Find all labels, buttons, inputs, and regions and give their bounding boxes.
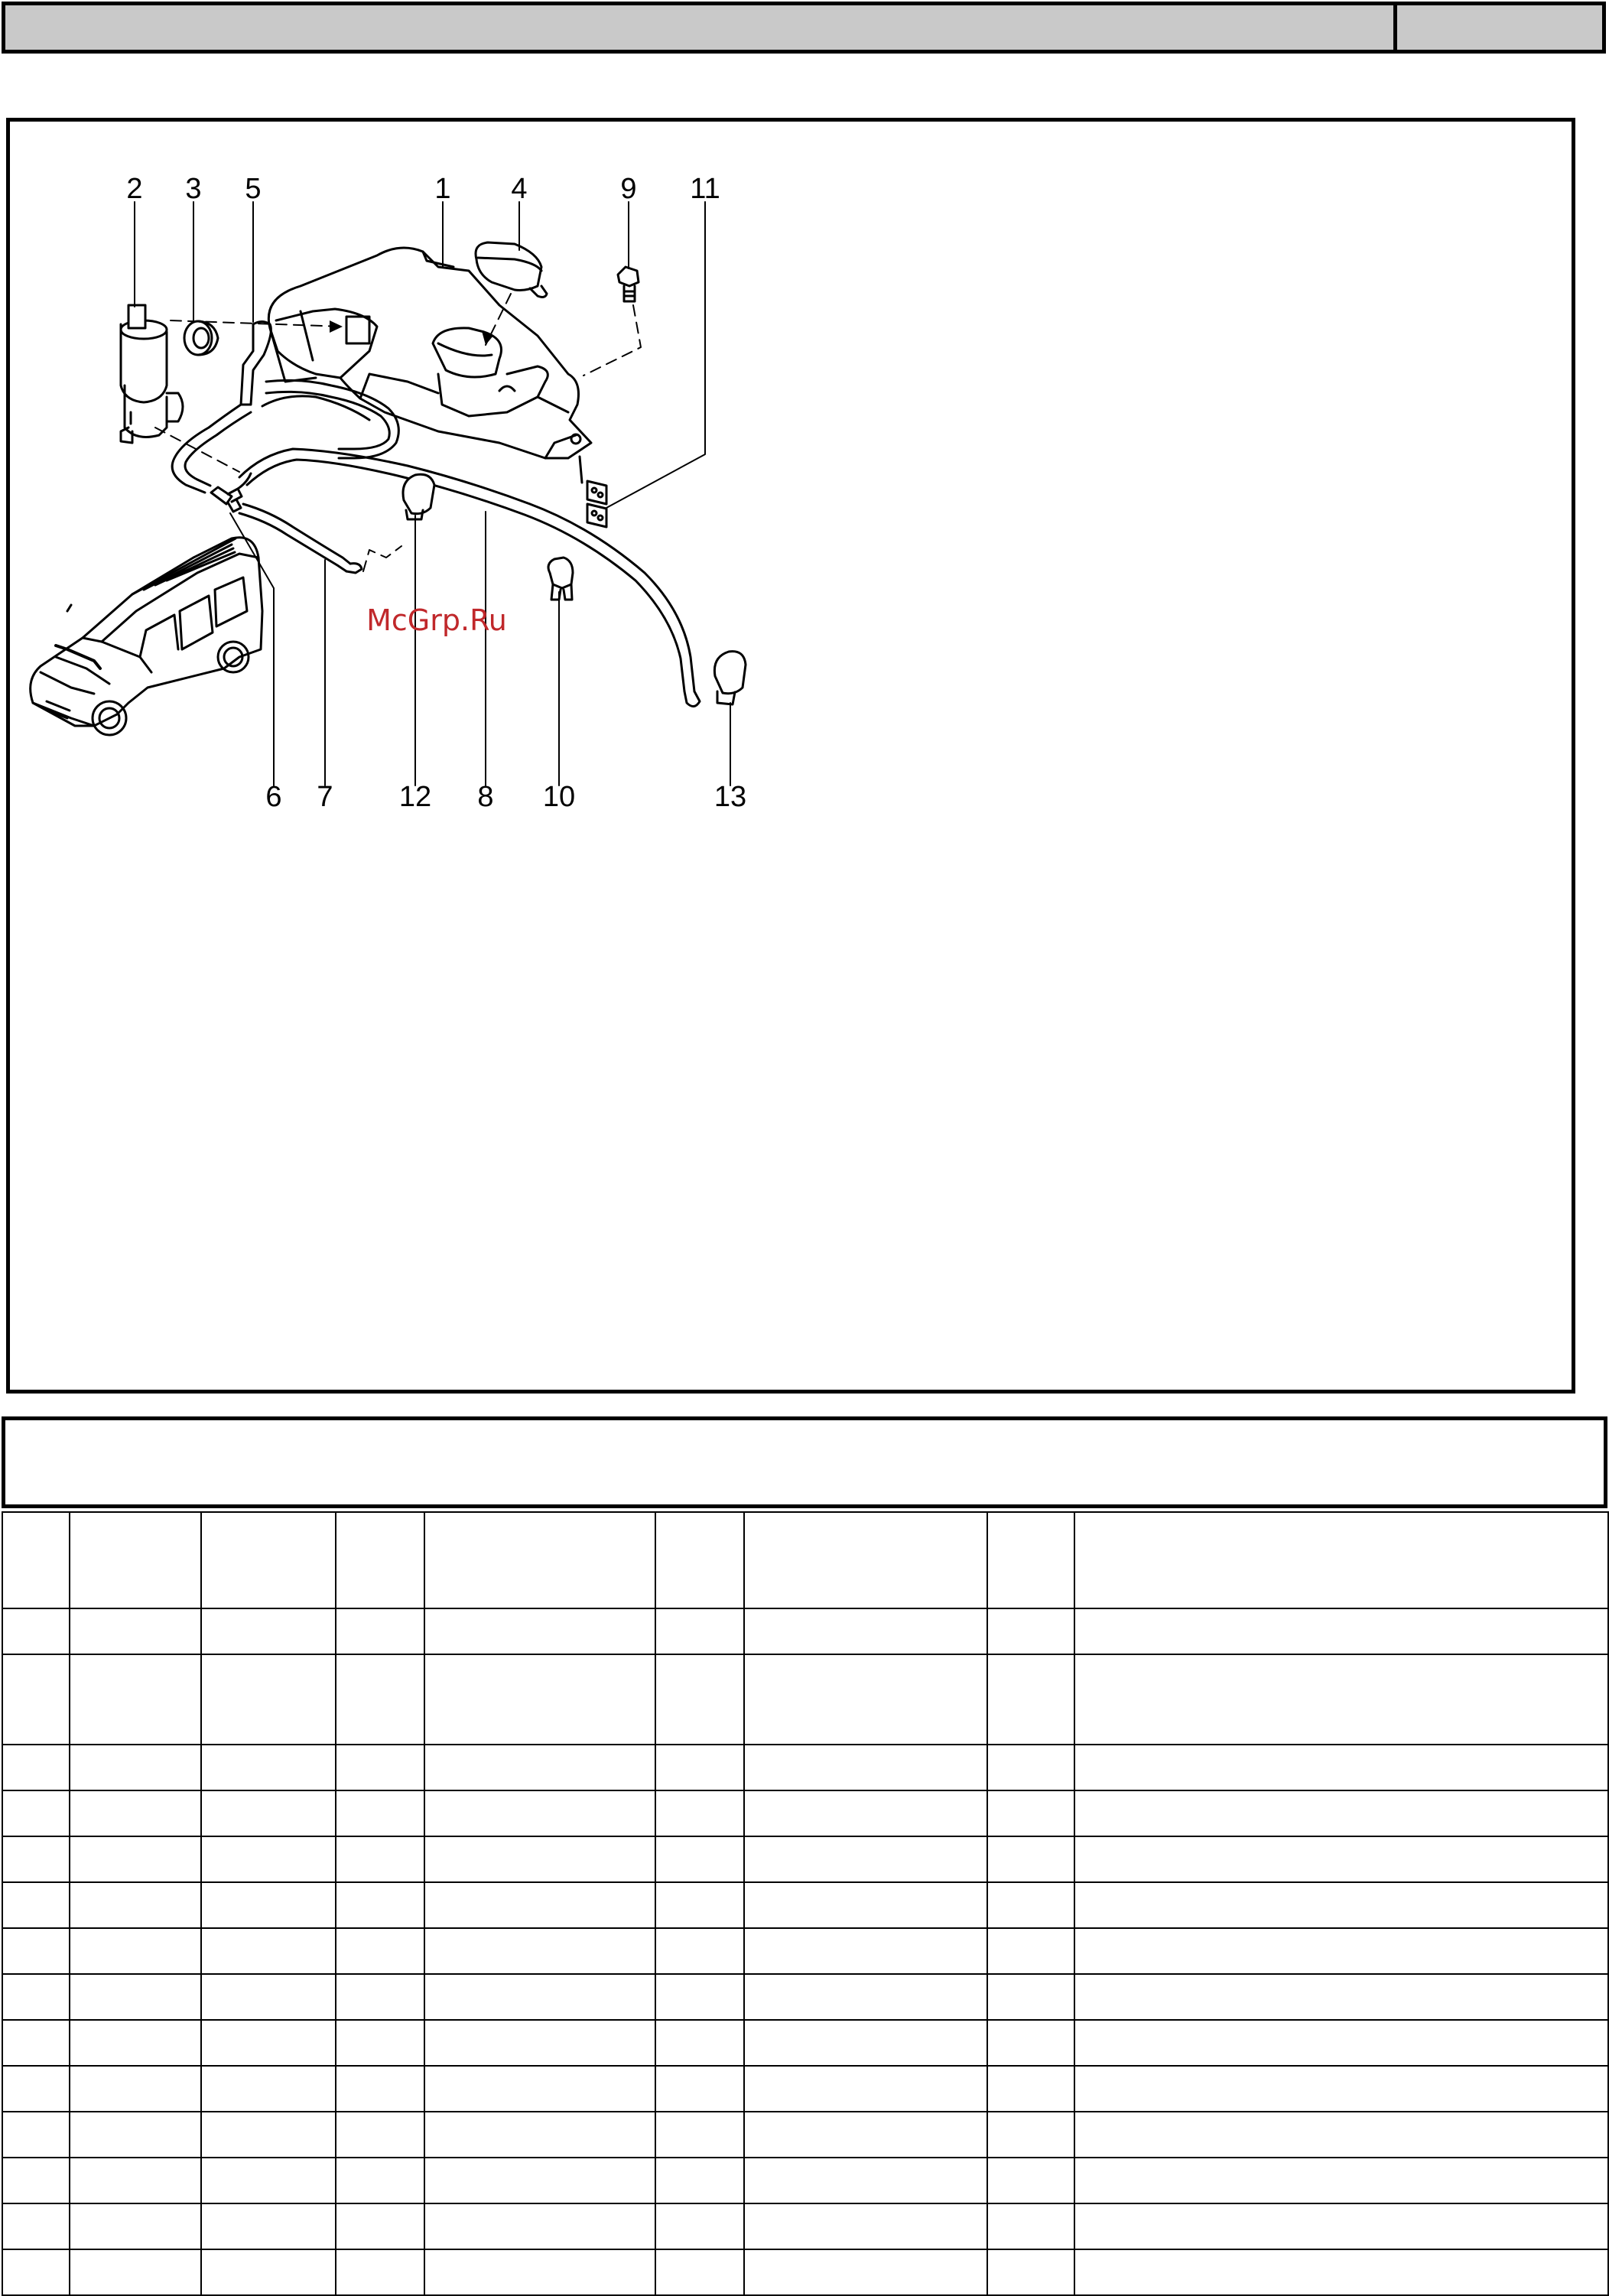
callout-13: 13 bbox=[713, 781, 747, 813]
callout-1: 1 bbox=[434, 173, 451, 205]
table-row bbox=[2, 2158, 1608, 2203]
table-cell bbox=[201, 2020, 336, 2066]
table-cell bbox=[987, 2066, 1074, 2112]
table-cell bbox=[336, 1512, 424, 1608]
callout-5: 5 bbox=[245, 173, 262, 205]
table-cell bbox=[70, 2066, 201, 2112]
table-cell bbox=[655, 2158, 744, 2203]
table-cell bbox=[424, 2158, 655, 2203]
callout-7: 7 bbox=[317, 781, 333, 813]
table-cell bbox=[424, 1745, 655, 1790]
table-cell bbox=[744, 1836, 987, 1882]
table-cell bbox=[2, 1928, 70, 1974]
table-cell bbox=[744, 2020, 987, 2066]
table-cell bbox=[1074, 1608, 1608, 1654]
table-cell bbox=[424, 2112, 655, 2158]
table-cell bbox=[744, 2066, 987, 2112]
table-cell bbox=[1074, 2112, 1608, 2158]
table-cell bbox=[2, 2112, 70, 2158]
table-row bbox=[2, 2020, 1608, 2066]
table-row bbox=[2, 2066, 1608, 2112]
table-cell bbox=[655, 2112, 744, 2158]
table-cell bbox=[70, 1654, 201, 1745]
table-cell bbox=[987, 1608, 1074, 1654]
table-cell bbox=[655, 1836, 744, 1882]
table-cell bbox=[744, 1654, 987, 1745]
table-cell bbox=[1074, 2249, 1608, 2295]
callout-4: 4 bbox=[511, 173, 528, 205]
table-cell bbox=[2, 1836, 70, 1882]
table-cell bbox=[744, 1608, 987, 1654]
table-row bbox=[2, 1654, 1608, 1745]
table-cell bbox=[70, 2249, 201, 2295]
table-row bbox=[2, 1745, 1608, 1790]
table-cell bbox=[201, 1608, 336, 1654]
table-cell bbox=[201, 2249, 336, 2295]
table-cell bbox=[987, 2158, 1074, 2203]
table-cell bbox=[424, 1882, 655, 1928]
table-cell bbox=[987, 1974, 1074, 2020]
table-cell bbox=[201, 2066, 336, 2112]
table-cell bbox=[2, 1790, 70, 1836]
table-cell bbox=[2, 2066, 70, 2112]
table-cell bbox=[655, 1928, 744, 1974]
table-cell bbox=[70, 2203, 201, 2249]
table-cell bbox=[336, 2158, 424, 2203]
washer-nozzle-13 bbox=[714, 652, 746, 704]
table-cell bbox=[744, 1928, 987, 1974]
table-cell bbox=[201, 1974, 336, 2020]
table-cell bbox=[70, 1745, 201, 1790]
washer-pump bbox=[121, 305, 183, 443]
table-cell bbox=[70, 2020, 201, 2066]
table-cell bbox=[987, 2112, 1074, 2158]
table-cell bbox=[744, 2112, 987, 2158]
exploded-diagram bbox=[6, 118, 1575, 1394]
washer-reservoir bbox=[268, 248, 591, 483]
table-cell bbox=[70, 1974, 201, 2020]
callout-8: 8 bbox=[477, 781, 494, 813]
table-cell bbox=[424, 1928, 655, 1974]
table-row bbox=[2, 1928, 1608, 1974]
table-cell bbox=[655, 1654, 744, 1745]
t-connector-6 bbox=[211, 473, 251, 512]
table-cell bbox=[336, 2066, 424, 2112]
callout-9: 9 bbox=[620, 173, 637, 205]
table-cell bbox=[655, 1882, 744, 1928]
table-cell bbox=[424, 1836, 655, 1882]
table-cell bbox=[70, 1928, 201, 1974]
table-cell bbox=[744, 1745, 987, 1790]
table-cell bbox=[2, 2203, 70, 2249]
table-cell bbox=[336, 1745, 424, 1790]
table-cell bbox=[655, 1974, 744, 2020]
table-cell bbox=[2, 1654, 70, 1745]
table-cell bbox=[987, 1928, 1074, 1974]
table-cell bbox=[201, 2203, 336, 2249]
table-cell bbox=[744, 1882, 987, 1928]
table-cell bbox=[987, 1882, 1074, 1928]
table-row bbox=[2, 1608, 1608, 1654]
table-cell bbox=[70, 2112, 201, 2158]
table-cell bbox=[70, 1882, 201, 1928]
table-cell bbox=[70, 1790, 201, 1836]
table-cell bbox=[987, 1790, 1074, 1836]
table-cell bbox=[336, 1608, 424, 1654]
hose-clip-10 bbox=[548, 558, 573, 600]
table-cell bbox=[1074, 1654, 1608, 1745]
table-cell bbox=[2, 2158, 70, 2203]
table-cell bbox=[2, 2020, 70, 2066]
table-row bbox=[2, 1790, 1608, 1836]
table-row bbox=[2, 1512, 1608, 1608]
table-cell bbox=[424, 1654, 655, 1745]
table-cell bbox=[987, 2203, 1074, 2249]
table-cell bbox=[424, 2249, 655, 2295]
table-cell bbox=[744, 1974, 987, 2020]
table-cell bbox=[987, 2020, 1074, 2066]
hose-main-loop bbox=[172, 396, 369, 493]
table-cell bbox=[424, 1608, 655, 1654]
table-cell bbox=[1074, 2158, 1608, 2203]
table-cell bbox=[336, 1974, 424, 2020]
table-cell bbox=[2, 1882, 70, 1928]
table-cell bbox=[987, 2249, 1074, 2295]
table-cell bbox=[655, 1608, 744, 1654]
table-cell bbox=[1074, 1882, 1608, 1928]
table-cell bbox=[1074, 2020, 1608, 2066]
table-row bbox=[2, 1836, 1608, 1882]
table-cell bbox=[201, 1790, 336, 1836]
table-cell bbox=[2, 1974, 70, 2020]
callout-10: 10 bbox=[542, 781, 576, 813]
table-cell bbox=[424, 2020, 655, 2066]
parts-table bbox=[2, 1511, 1609, 2296]
callout-6: 6 bbox=[265, 781, 282, 813]
washer-nozzle-12 bbox=[403, 474, 434, 519]
table-cell bbox=[655, 1745, 744, 1790]
table-cell bbox=[2, 1512, 70, 1608]
watermark: McGrp.Ru bbox=[366, 603, 507, 637]
grommet bbox=[184, 321, 218, 355]
table-cell bbox=[201, 1512, 336, 1608]
table-cell bbox=[987, 1745, 1074, 1790]
table-cell bbox=[655, 1790, 744, 1836]
table-row bbox=[2, 2203, 1608, 2249]
screw bbox=[618, 267, 639, 301]
bracket-11 bbox=[587, 481, 606, 527]
table-cell bbox=[424, 2203, 655, 2249]
vehicle-illustration bbox=[31, 538, 262, 735]
table-cell bbox=[336, 1790, 424, 1836]
table-cell bbox=[336, 1836, 424, 1882]
table-cell bbox=[424, 1790, 655, 1836]
table-cell bbox=[424, 1512, 655, 1608]
table-cell bbox=[1074, 1836, 1608, 1882]
table-cell bbox=[70, 1608, 201, 1654]
table-cell bbox=[987, 1654, 1074, 1745]
table-cell bbox=[1074, 2066, 1608, 2112]
table-row bbox=[2, 2112, 1608, 2158]
table-row bbox=[2, 1882, 1608, 1928]
callout-2: 2 bbox=[126, 173, 143, 205]
table-cell bbox=[2, 2249, 70, 2295]
table-cell bbox=[1074, 1512, 1608, 1608]
table-cell bbox=[70, 1836, 201, 1882]
table-cell bbox=[1074, 1745, 1608, 1790]
header-bar bbox=[2, 2, 1606, 54]
table-cell bbox=[336, 2020, 424, 2066]
table-cell bbox=[655, 2020, 744, 2066]
callout-11: 11 bbox=[690, 173, 720, 205]
caption-box bbox=[2, 1416, 1607, 1508]
table-cell bbox=[424, 2066, 655, 2112]
callout-12: 12 bbox=[398, 781, 432, 813]
table-cell bbox=[2, 1745, 70, 1790]
table-cell bbox=[655, 2203, 744, 2249]
table-cell bbox=[655, 2249, 744, 2295]
table-cell bbox=[1074, 1974, 1608, 2020]
table-cell bbox=[201, 1836, 336, 1882]
header-divider bbox=[1393, 5, 1397, 50]
table-cell bbox=[744, 2158, 987, 2203]
table-cell bbox=[655, 1512, 744, 1608]
table-cell bbox=[987, 1512, 1074, 1608]
table-cell bbox=[70, 1512, 201, 1608]
table-cell bbox=[1074, 2203, 1608, 2249]
table-cell bbox=[744, 1790, 987, 1836]
table-cell bbox=[1074, 1928, 1608, 1974]
table-cell bbox=[744, 2203, 987, 2249]
table-row bbox=[2, 2249, 1608, 2295]
table-cell bbox=[336, 2203, 424, 2249]
table-cell bbox=[336, 1882, 424, 1928]
table-cell bbox=[744, 1512, 987, 1608]
table-cell bbox=[655, 2066, 744, 2112]
table-cell bbox=[201, 2112, 336, 2158]
table-cell bbox=[2, 1608, 70, 1654]
table-cell bbox=[336, 2249, 424, 2295]
table-cell bbox=[336, 1654, 424, 1745]
callout-3: 3 bbox=[185, 173, 202, 205]
table-cell bbox=[70, 2158, 201, 2203]
diagram-canvas bbox=[10, 122, 1572, 1390]
table-cell bbox=[744, 2249, 987, 2295]
table-cell bbox=[201, 1882, 336, 1928]
table-cell bbox=[201, 1745, 336, 1790]
table-cell bbox=[201, 2158, 336, 2203]
table-cell bbox=[336, 1928, 424, 1974]
table-cell bbox=[1074, 1790, 1608, 1836]
table-cell bbox=[336, 2112, 424, 2158]
table-cell bbox=[201, 1928, 336, 1974]
table-row bbox=[2, 1974, 1608, 2020]
table-cell bbox=[424, 1974, 655, 2020]
hose-8 bbox=[239, 449, 700, 707]
table-cell bbox=[987, 1836, 1074, 1882]
table-cell bbox=[201, 1654, 336, 1745]
